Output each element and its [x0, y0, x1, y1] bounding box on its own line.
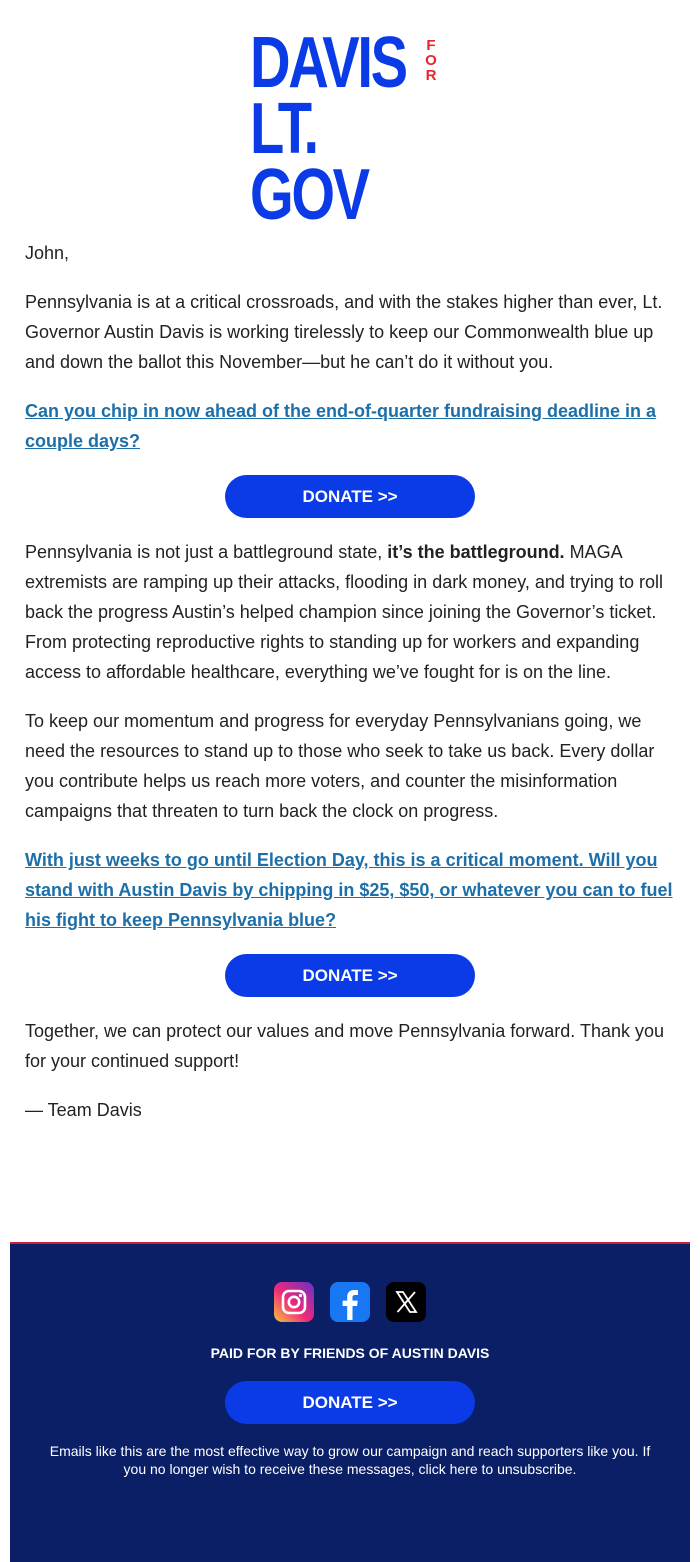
paid-for-disclaimer: PAID FOR BY FRIENDS OF AUSTIN DAVIS: [210, 1345, 490, 1361]
greeting: John,: [25, 243, 70, 263]
paragraph-intro: Pennsylvania is at a critical crossroads, and with the stakes higher than ever, Lt. Governor Austin Davis is working tirelessly to keep our Commonwealth blue up and down the ballot this November—but he can’t do it without you.: [25, 292, 663, 372]
logo-line-ltgov: LT. GOV: [250, 89, 368, 235]
social-links: [10, 1282, 690, 1322]
cta-link-stand-with-davis[interactable]: With just weeks to go until Election Day, this is a critical moment. Will you stand with Austin Davis by chipping in $25, $50, or whatever you can to fuel his fight to keep Pennsylvania blue?: [25, 850, 673, 930]
logo-for-letter: F: [426, 37, 436, 54]
logo-for-letter: R: [425, 67, 437, 84]
footer-donate-button[interactable]: DONATE >>: [225, 1381, 475, 1424]
logo-for: [422, 38, 440, 83]
logo-line-davis: DAVIS: [250, 23, 406, 103]
battleground-text-end: MAGA extremists are ramping up their attacks, flooding in dark money, and trying to roll back the progress Austin’s helped champion since joining the Governor’s ticket. From protecting reproductive rights to standing up for workers and expanding access to affordable healthcare, everything we’ve fought for is on the line.: [25, 542, 663, 682]
donate-button[interactable]: DONATE >>: [225, 475, 475, 518]
email-footer: [10, 1242, 690, 1562]
donate-button-wrap-2: [25, 954, 675, 997]
paragraph-momentum: To keep our momentum and progress for everyday Pennsylvanians going, we need the resources to stand up to those who seek to take us back. Every dollar you contribute helps us reach more voters, and counter the misinformation campaigns that threaten to turn back the clock on progress.: [25, 711, 655, 821]
donate-button-wrap-1: [25, 475, 675, 518]
x-icon[interactable]: [386, 1282, 426, 1322]
cta-link-chip-in[interactable]: Can you chip in now ahead of the end-of-quarter fundraising deadline in a couple days?: [25, 401, 657, 451]
logo-for-letter: O: [425, 52, 437, 69]
paragraph-together: Together, we can protect our values and move Pennsylvania forward. Thank you for your continued support!: [25, 1021, 665, 1071]
campaign-logo: [250, 23, 450, 235]
battleground-text-start: Pennsylvania is not just a battleground state,: [25, 542, 388, 562]
facebook-icon[interactable]: [330, 1282, 370, 1322]
email-body: [25, 238, 675, 1144]
donate-button[interactable]: DONATE >>: [225, 954, 475, 997]
battleground-bold: it’s the battleground.: [387, 542, 565, 562]
instagram-icon[interactable]: [274, 1282, 314, 1322]
cta-paragraph-1: [25, 396, 675, 456]
signoff: — Team Davis: [25, 1100, 142, 1120]
unsubscribe-notice: Emails like this are the most effective way to grow our campaign and reach supporters like you. If you no longer wish to receive these messages, click here to unsubscribe.: [49, 1443, 651, 1477]
paragraph-battleground: [25, 537, 675, 687]
cta-paragraph-2: [25, 845, 675, 935]
